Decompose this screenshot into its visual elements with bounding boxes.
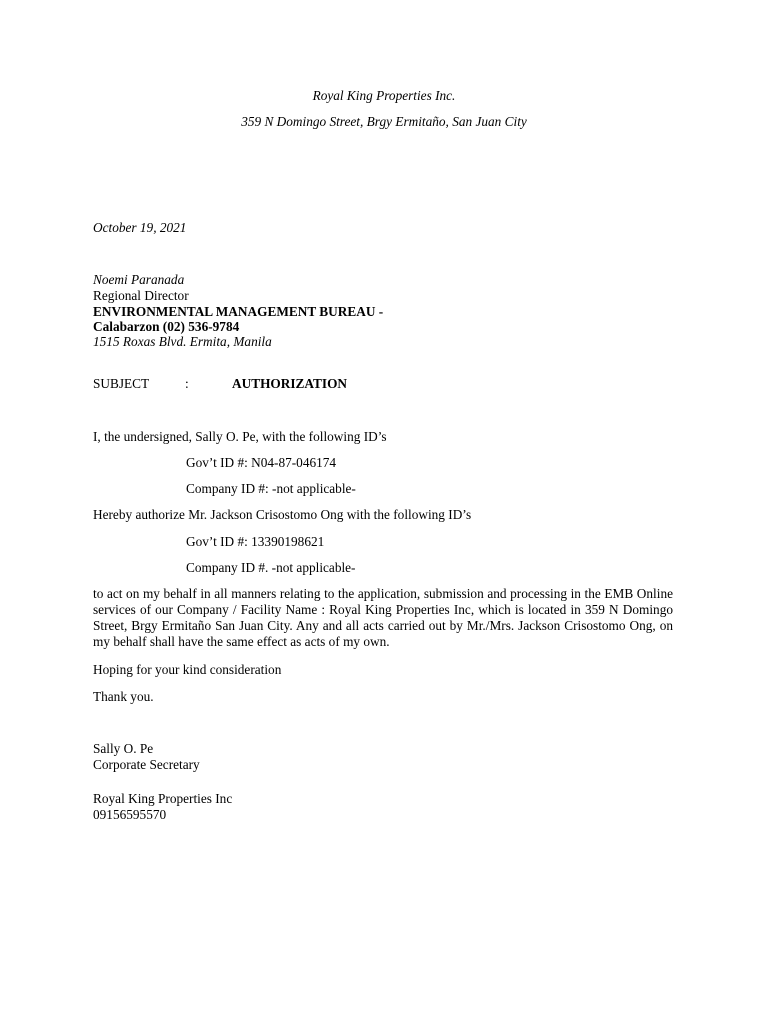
company-name-header: Royal King Properties Inc. — [312, 88, 456, 103]
signatory-name: Sally O. Pe — [93, 741, 154, 756]
recipient-agency-line2: Calabarzon (02) 536-9784 — [93, 319, 240, 334]
intro-line: I, the undersigned, Sally O. Pe, with the following ID’s — [93, 429, 387, 444]
signatory-phone: 09156595570 — [93, 807, 167, 822]
subject-value: AUTHORIZATION — [232, 376, 348, 391]
recipient-name: Noemi Paranada — [93, 272, 185, 287]
grantor-company-id: Company ID #: -not applicable- — [186, 481, 356, 496]
grantee-govt-id: Gov’t ID #: 13390198621 — [186, 534, 325, 549]
authorization-paragraph: to act on my behalf in all manners relating to the application, submission and processing in the EMB Online services of our Company / Facility Name : Royal King Properties Inc, which is located in 359 N Domingo Street, Brgy Ermitaño San Juan City. Any and all acts carried out by Mr./Mrs. Jackson Crisostomo Ong, on my behalf shall have the same effect as acts of my own. — [93, 586, 673, 649]
grantee-company-id: Company ID #. -not applicable- — [186, 560, 356, 575]
grantor-govt-id: Gov’t ID #: N04-87-046174 — [186, 455, 337, 470]
thank-you-line: Thank you. — [93, 689, 154, 704]
authorize-line: Hereby authorize Mr. Jackson Crisostomo Ong with the following ID’s — [93, 507, 472, 522]
hoping-line: Hoping for your kind consideration — [93, 662, 282, 677]
letter-date: October 19, 2021 — [93, 220, 187, 235]
signatory-company: Royal King Properties Inc — [93, 791, 233, 806]
company-address-header: 359 N Domingo Street, Brgy Ermitaño, San Juan City — [241, 114, 527, 129]
signatory-position: Corporate Secretary — [93, 757, 200, 772]
recipient-agency-line1: ENVIRONMENTAL MANAGEMENT BUREAU - — [93, 304, 384, 319]
recipient-title: Regional Director — [93, 288, 189, 303]
subject-label: SUBJECT — [93, 376, 150, 391]
recipient-address: 1515 Roxas Blvd. Ermita, Manila — [93, 334, 272, 349]
subject-colon: : — [185, 376, 189, 391]
